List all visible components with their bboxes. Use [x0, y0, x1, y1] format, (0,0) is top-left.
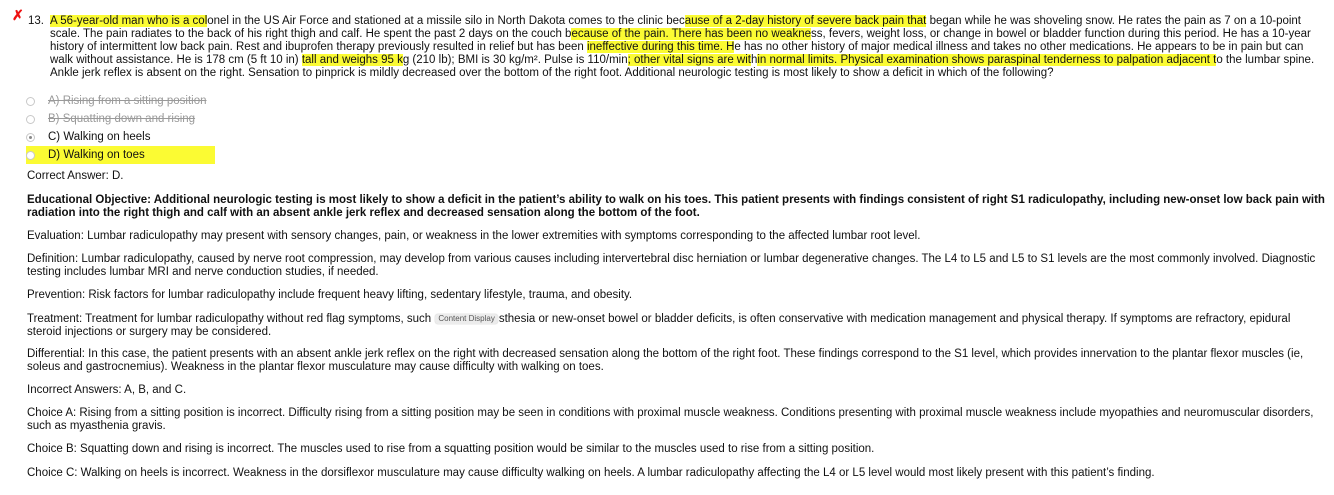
evaluation-text: Evaluation: Lumbar radiculopathy may present with sensory changes, pain, or weakness in the lower extremities with symptoms corresponding to the affected lumbar root level. — [27, 230, 921, 242]
choice-c[interactable] — [26, 128, 215, 146]
radio-button-b[interactable] — [26, 115, 35, 124]
definition-text: Definition: Lumbar radiculopathy, caused by nerve root compression, may develop from various causes including intervertebral disc herniation or lumbar degenerative changes. The L4 to L5 and L5 to S1 levels are the most commonly involved. Diagnostic testing includes lumbar MRI and nerve conduction studies, if needed. — [27, 253, 1316, 278]
choice-a-label: A) Rising from a sitting position — [48, 94, 207, 107]
choice-c-explanation: Choice C: Walking on heels is incorrect. Weakness in the dorsiflexor musculature may cause difficulty walking on heels. A lumbar radiculopathy affecting the L4 or L5 level would most likely present with this patient’s finding. — [27, 467, 1155, 479]
highlighted-text: tall and weighs 95 k — [301, 54, 403, 66]
highlighted-text: in normal limits. Physical examination shows paraspinal tenderness to palpation adjacent t — [757, 54, 1217, 66]
treatment-text-end: sthesia or new-onset bowel or bladder deficits, is often conservative with medication management and physical therapy. If symptoms are refractory, epidural steroid injections or surgery may be considered. — [27, 313, 1291, 338]
stem-text: began while he was shoveling snow. He rates the pain as 7 on a 10-point scale. The pain radiates to the back of his right thigh and calf. He spent the past 2 days on the couch b — [50, 15, 1302, 40]
treatment-text — [27, 313, 1327, 339]
question-number: 13. — [28, 15, 44, 27]
incorrect-answers: Incorrect Answers: A, B, and C. — [27, 384, 187, 396]
choice-b-label: B) Squatting down and rising — [48, 112, 196, 125]
choice-d-label: D) Walking on toes — [48, 148, 145, 161]
highlighted-text: ; other vital signs are wit — [627, 54, 751, 66]
treatment-text-start: Treatment: Treatment for lumbar radiculopathy without red flag symptoms, such — [27, 313, 435, 325]
choice-b[interactable] — [26, 110, 215, 128]
stem-text: onel in the US Air Force and stationed at a missile silo in North Dakota comes to the clinic bec — [207, 15, 685, 27]
stem-text: g (210 lb); BMI is 30 kg/m². Pulse is 110/min — [402, 54, 628, 66]
highlighted-text: ause of a 2-day history of severe back pain that — [684, 15, 927, 27]
radio-button-c[interactable] — [26, 133, 35, 142]
choice-b-explanation: Choice B: Squatting down and rising is incorrect. The muscles used to rise from a squatting position would be similar to the muscles used to rise from a sitting position. — [27, 443, 875, 455]
radio-button-d[interactable] — [26, 151, 35, 160]
educational-objective: Educational Objective: Additional neurologic testing is most likely to show a deficit in the patient’s ability to walk on his toes. This patient presents with findings consistent of right S1 radiculopathy, including new-onset low back pain with radiation into the right thigh and calf with an absent ankle jerk reflex and decreased sensation along the bottom of the foot. — [27, 194, 1325, 219]
question-stem[interactable] — [50, 15, 1326, 80]
stem-text: o the lumbar spine. Ankle jerk reflex is absent on the right. Sensation to pinprick is mildly decreased over the bottom of the right foot. Additional neurologic testing is most likely to show a deficit in which of the following? — [50, 54, 1315, 79]
highlighted-text: A 56-year-old man who is a col — [50, 15, 208, 27]
stem-text: ss, fevers, weight loss, or change in bowel or bladder function during this period. He has a 10-year history of intermittent low back pain. Rest and ibuprofen therapy previously resulted in relief but has been — [50, 28, 1311, 53]
radio-button-a[interactable] — [26, 97, 35, 106]
prevention-text: Prevention: Risk factors for lumbar radiculopathy include frequent heavy lifting, sedentary lifestyle, trauma, and obesity. — [27, 289, 633, 301]
differential-text: Differential: In this case, the patient presents with an absent ankle jerk reflex on the right with decreased sensation along the bottom of the right foot. These findings correspond to the S1 level, which provides innervation to the plantar flexor muscles (ie, soleus and gastrocnemius). Weakness in the plantar flexor musculature may cause difficulty with walking on toes. — [27, 348, 1304, 373]
stem-text: e has no other history of major medical illness and takes no other medications. He appears to be in pain but can walk without assistance. He is 178 cm (5 ft 10 in) — [50, 41, 1304, 66]
choice-d[interactable] — [26, 146, 215, 164]
answer-choices — [26, 92, 215, 164]
choice-a[interactable] — [26, 92, 215, 110]
highlighted-text: ineffective during this time. H — [586, 41, 735, 53]
choice-c-label: C) Walking on heels — [48, 130, 151, 143]
correct-answer: Correct Answer: D. — [27, 170, 124, 182]
highlighted-text: ecause of the pain. There has been no weakne — [571, 28, 811, 40]
content-display-tooltip: Content Display — [435, 314, 497, 324]
stem-text: h — [750, 54, 758, 66]
incorrect-x-icon: ✗ — [12, 7, 24, 23]
choice-a-explanation: Choice A: Rising from a sitting position is incorrect. Difficulty rising from a sitting position may be seen in conditions with proximal muscle weakness. Conditions presenting with proximal muscle weakness include myopathies and neuromuscular disorders, such as myasthenia gravis. — [27, 407, 1314, 432]
